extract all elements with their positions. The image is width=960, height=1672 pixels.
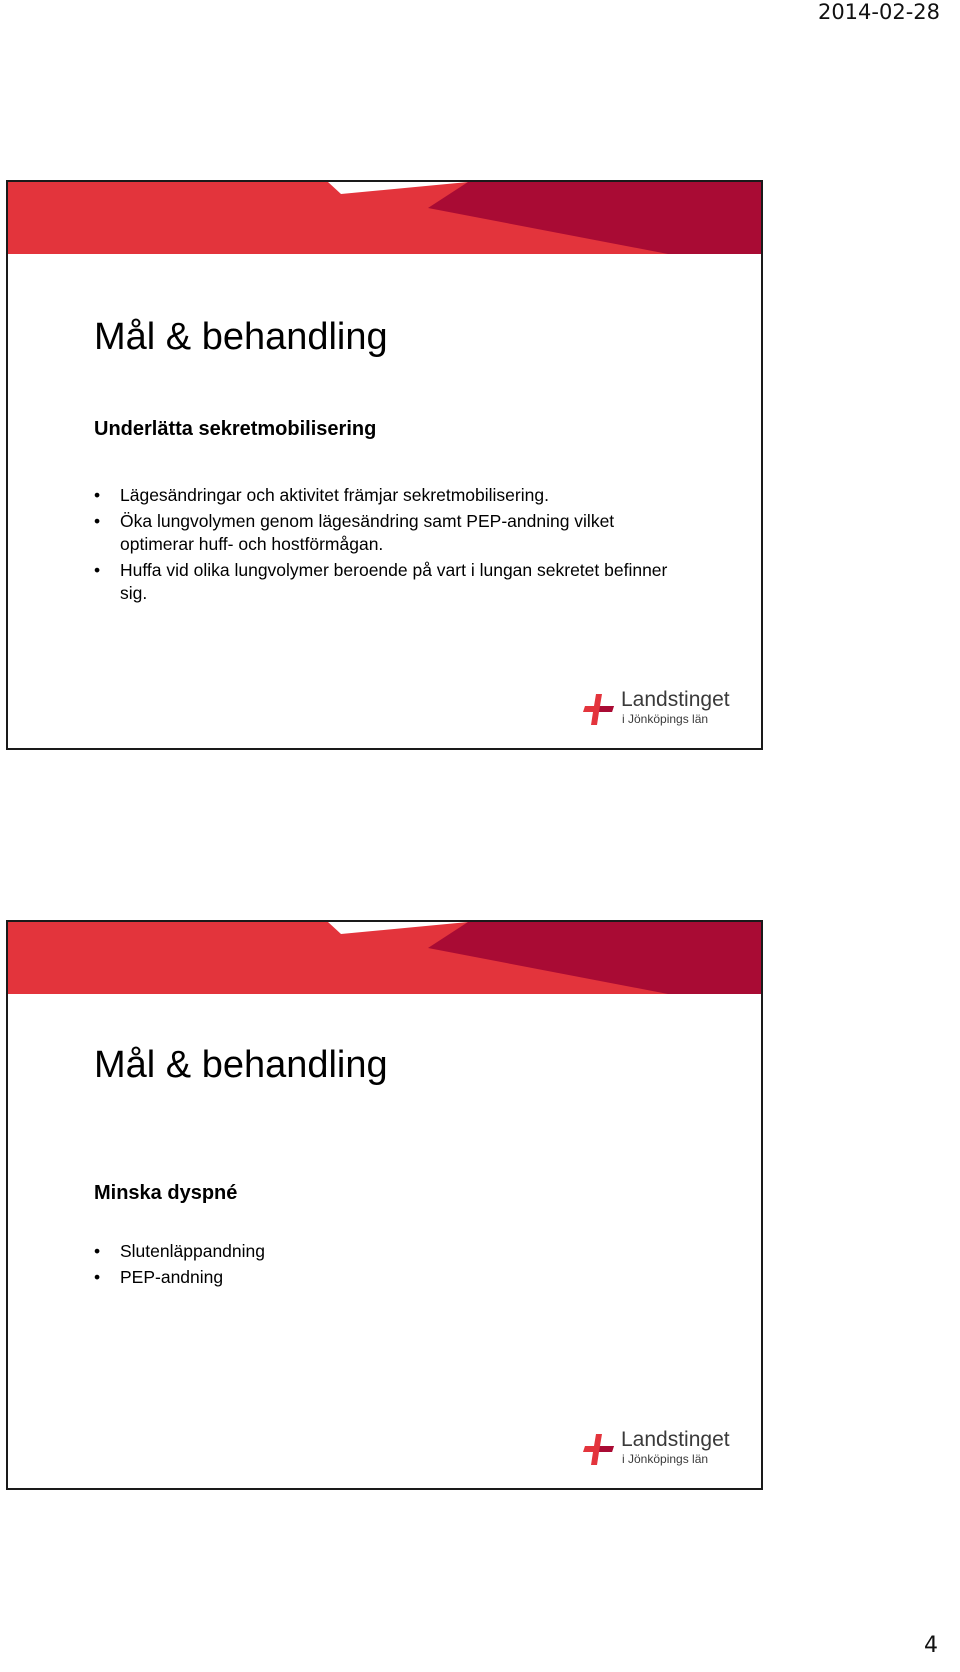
bullet-dot-icon: • [94,485,101,505]
slide-2 [6,920,763,1490]
slide-1 [6,180,763,750]
bullet-text: Lägesändringar och aktivitet främjar sekretmobilisering. [120,485,549,505]
logo-subtitle: i Jönköpings län [622,1452,709,1466]
bullet-list [94,1240,671,1292]
slide-subtitle: Underlätta sekretmobilisering [94,418,377,440]
bullet-dot-icon: • [94,560,101,580]
landstinget-cross-logo-icon [581,692,617,728]
slide-title: Mål & behandling [94,1044,388,1086]
slide-subtitle: Minska dyspné [94,1182,238,1204]
bullet-list [94,484,671,608]
list-item [94,510,671,556]
list-item [94,1266,671,1289]
list-item [94,484,671,507]
slide-title: Mål & behandling [94,316,388,358]
bullet-dot-icon: • [94,511,101,531]
page-number: 4 [924,1633,938,1658]
slide-banner [8,182,761,254]
list-item [94,1240,671,1263]
bullet-text: Öka lungvolymen genom lägesändring samt PEP-andning vilket optimerar huff- och hostförmågan. [120,511,615,554]
bullet-dot-icon: • [94,1267,101,1287]
bullet-text: PEP-andning [120,1267,224,1287]
slide-banner [8,922,761,994]
page-date: 2014-02-28 [817,0,940,24]
logo-subtitle: i Jönköpings län [622,712,709,726]
list-item [94,559,671,605]
landstinget-cross-logo-icon [581,1432,617,1468]
bullet-dot-icon: • [94,1241,101,1261]
logo-name: Landstinget [621,688,730,711]
bullet-text: Slutenläppandning [120,1241,265,1261]
logo-name: Landstinget [621,1428,730,1451]
landstinget-logo [581,690,731,730]
landstinget-logo [581,1430,731,1470]
bullet-text: Huffa vid olika lungvolymer beroende på vart i lungan sekretet befinner sig. [120,560,668,603]
